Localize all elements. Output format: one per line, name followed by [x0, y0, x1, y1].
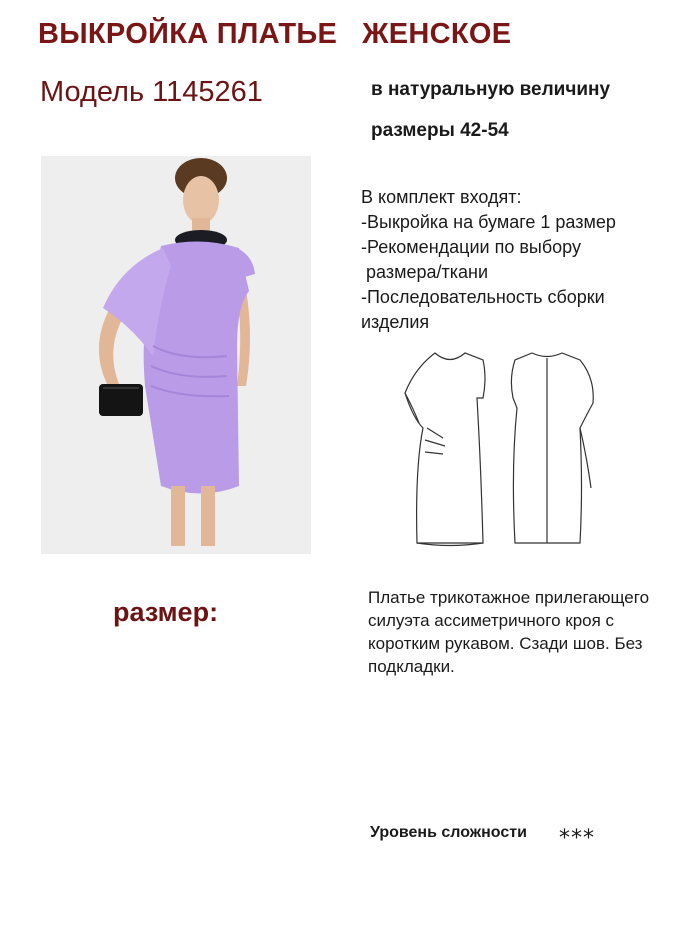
kit-item: -Рекомендации по выбору — [361, 237, 581, 257]
kit-item: изделия — [361, 312, 430, 332]
kit-item: размера/ткани — [361, 262, 489, 282]
technical-sketch — [395, 348, 610, 553]
kit-item: -Выкройка на бумаге 1 размер — [361, 212, 616, 232]
kit-item: -Последовательность сборки — [361, 287, 605, 307]
page-title: ВЫКРОЙКА ПЛАТЬЕ ЖЕНСКОЕ — [38, 18, 512, 50]
kit-contents — [361, 185, 681, 335]
size-label: размер: — [113, 597, 219, 627]
natural-size-note: в натуральную величину — [371, 79, 611, 100]
dress-description: Платье трикотажное прилегающего силуэта ассиметричного кроя с коротким рукавом. Сзади шов. Без подкладки. — [368, 588, 650, 676]
kit-intro: В комплект входят: — [361, 187, 522, 207]
size-range: размеры 42-54 — [371, 120, 509, 141]
difficulty-label: Уровень сложности — [370, 824, 527, 841]
difficulty-stars: *** — [559, 826, 595, 851]
model-photo — [41, 156, 311, 554]
model-number: Модель 1145261 — [40, 76, 263, 108]
model-photo-illustration — [41, 156, 311, 554]
